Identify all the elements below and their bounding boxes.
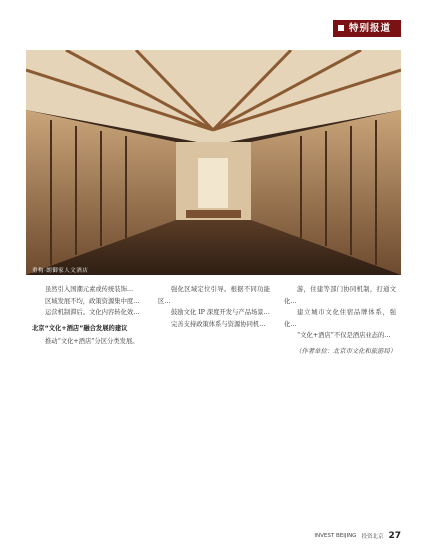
paragraph: 完善支持政策体系与资源协同机… <box>171 320 266 328</box>
paragraph: 推动“文化+酒店”分区分类发展。 <box>45 338 139 345</box>
article-body <box>32 284 396 524</box>
page-number: 27 <box>388 531 401 541</box>
publication-name-cn: 投资北京 <box>361 534 384 540</box>
paragraph: 区域发展不均，政策资源集中度… <box>45 297 140 305</box>
article-column-2 <box>158 284 270 330</box>
hotel-interior-photo <box>26 50 401 275</box>
paragraph: 虽然引入国潮元素或传统装饰… <box>45 286 134 293</box>
article-column-3 <box>284 284 396 357</box>
publication-name: INVEST BEIJING <box>314 533 357 539</box>
paragraph: 游，住建等部门协同机制，打通文化… <box>284 286 396 305</box>
photo-illustration <box>26 50 401 275</box>
article-column-1 <box>32 284 144 348</box>
paragraph: 强化区域定位引导。根据不同功能区… <box>158 286 270 305</box>
author-credit: （作者单位：北京市文化和旅游局） <box>295 347 396 355</box>
paragraph: “文化+酒店”不仅是酒店业态的… <box>297 332 391 339</box>
photo-caption: 重构·朗御家人文酒店 <box>32 268 89 274</box>
paragraph: 鼓励文化 IP 深度开发与产品场景… <box>171 309 270 316</box>
page-footer <box>314 531 401 541</box>
paragraph: 运营机制滞后。文化内容转化效… <box>45 309 140 316</box>
section-subheading: 北京“文化+酒店”融合发展的建议 <box>32 324 128 332</box>
paragraph: 建立城市文化住宿品牌体系，强化… <box>284 309 396 328</box>
section-tag: 特别报道 <box>333 20 401 37</box>
